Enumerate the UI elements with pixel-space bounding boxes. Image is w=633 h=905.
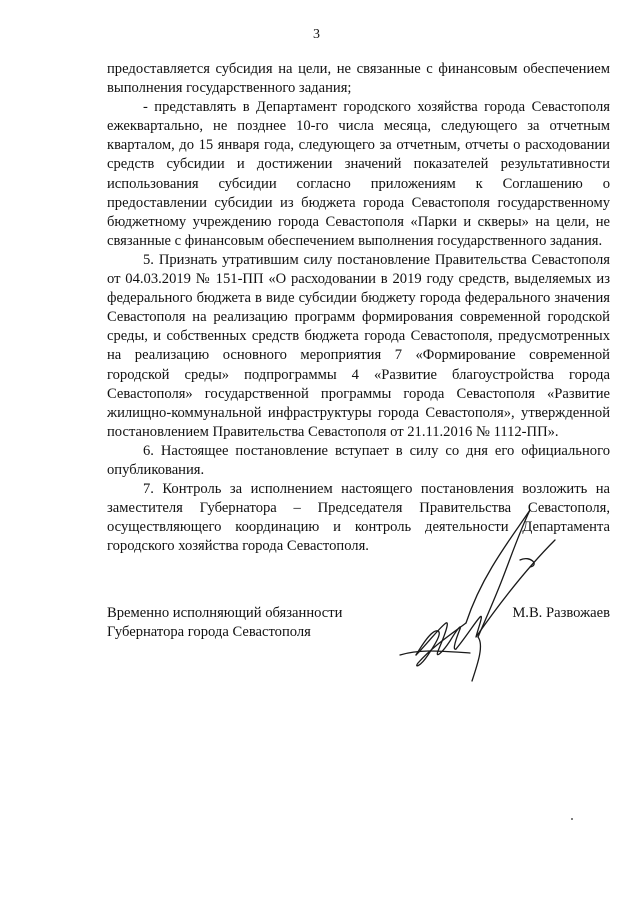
signer-name: М.В. Развожаев <box>512 605 610 621</box>
page-number: 3 <box>313 27 320 42</box>
signer-position-line-1: Временно исполняющий обязанности <box>107 605 343 621</box>
paragraph-item-5: 5. Признать утратившим силу постановление Правительства Севастополя от 04.03.2019 № 151-ПП «О расходовании в 2019 году средств, выделяемых из федерального бюджета в виде субсидии бюджету города федерального значения Севастополя на реализацию программ формирования современной городской среды, и собственных средств бюджета города Севастополя, предусмотренных на реализацию основного мероприятия 7 «Формирование современной городской среды» подпрограммы 4 «Развитие благоустройства города Севастополя» государственной программы города Севастополя «Развитие жилищно-коммунальной инфраструктуры города Севастополя», утвержденной постановлением Правительства Севастополя от 21.11.2016 № 1112-ПП». <box>107 251 610 440</box>
signer-position-line-2: Губернатора города Севастополя <box>107 624 311 641</box>
paragraph-reporting-obligation: - представлять в Департамент городского хозяйства города Севастополя ежеквартально, не позднее 10-го числа месяца, следующего за отчетным кварталом, до 15 января года, следующего за отчетным, отчеты о расходовании средств субсидии и достижении значений показателей результативности использования субсидии согласно приложениям к Соглашению о предоставлении субсидии из бюджета города Севастополя государственному бюджетному учреждению города Севастополя «Парки и скверы» на цели, не связанные с финансовым обеспечением выполнения государственного задания. <box>107 99 610 249</box>
paragraph-subsidy-purpose: предоставляется субсидия на цели, не связанные с финансовым обеспечением выполнения государственного задания; <box>107 61 610 97</box>
paragraph-item-7: 7. Контроль за исполнением настоящего постановления возложить на заместителя Губернатора – Председателя Правительства Севастополя, осуществляющего координацию и контроль деятельности Департамента городского хозяйства города Севастополя. <box>107 481 610 555</box>
handwritten-signature <box>380 505 580 690</box>
paragraph-item-6: 6. Настоящее постановление вступает в силу со дня его официального опубликования. <box>107 442 610 478</box>
document-body <box>107 60 610 556</box>
scan-speck <box>571 818 573 820</box>
